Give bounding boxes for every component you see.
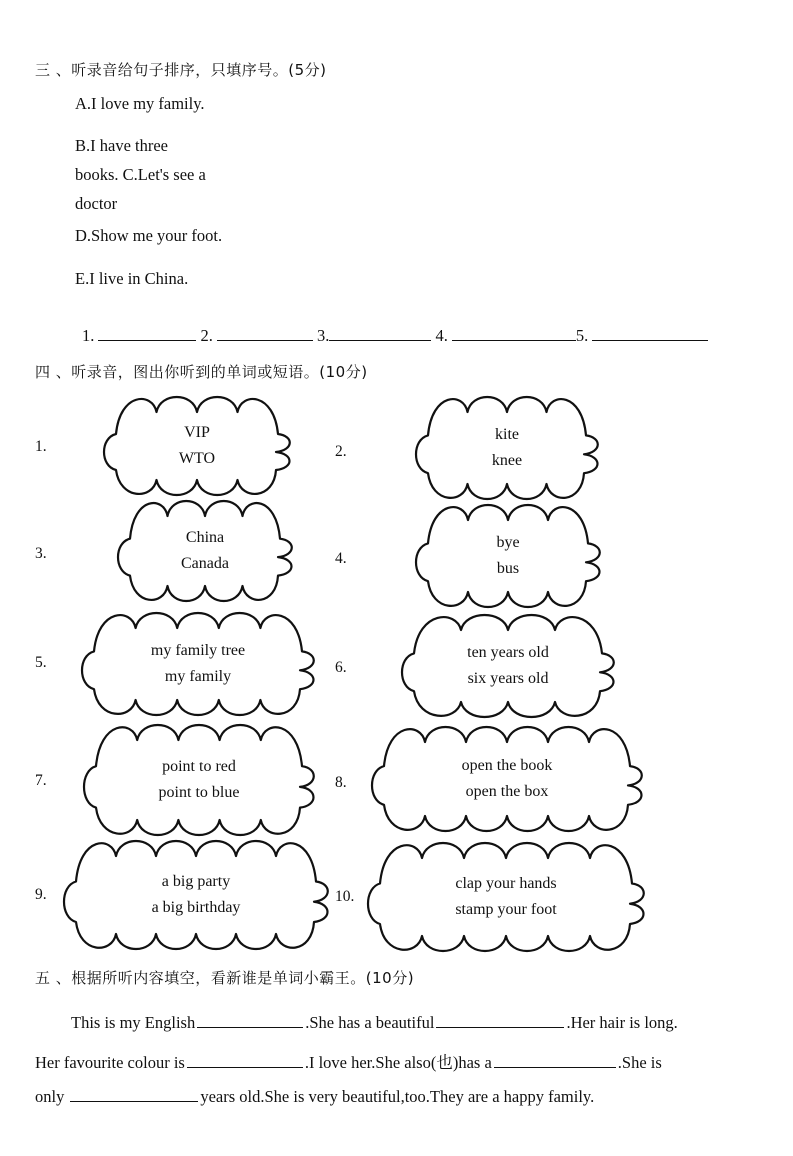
item-number-4: 4.	[335, 550, 347, 567]
passage-line-3	[35, 1087, 594, 1107]
item-number-7: 7.	[35, 772, 47, 789]
cloud-words-9	[72, 846, 320, 944]
answer-label-1: 1.	[82, 326, 95, 345]
option-5-a[interactable]: my family tree	[150, 642, 246, 659]
word-cloud-10	[376, 848, 636, 946]
item-number-8: 8.	[335, 774, 347, 791]
cloud-words-3	[126, 506, 284, 596]
passage-text-1a: This is my English	[71, 1013, 196, 1032]
word-cloud-8	[380, 732, 634, 826]
item-number-6: 6.	[335, 659, 347, 676]
word-cloud-1	[112, 402, 282, 490]
answer-label-4: 4.	[435, 326, 448, 345]
option-8-a[interactable]: open the book	[461, 757, 553, 774]
option-4-b[interactable]: bus	[496, 560, 520, 577]
answer-blank-2[interactable]	[217, 326, 313, 341]
cloud-words-8	[380, 732, 634, 826]
passage-text-1b: .She has a beautiful	[305, 1013, 435, 1032]
option-7-a[interactable]: point to red	[162, 758, 236, 775]
passage-blank-4[interactable]	[494, 1053, 616, 1068]
option-4-a[interactable]: bye	[496, 534, 520, 551]
passage-blank-3[interactable]	[187, 1053, 303, 1068]
sentence-a: A.I love my family.	[75, 94, 205, 113]
word-cloud-4	[424, 510, 592, 602]
item-number-2: 2.	[335, 443, 347, 460]
answer-row	[82, 326, 708, 346]
section-3-heading: 三 、听录音给句子排序，只填序号。(5分)	[35, 61, 327, 79]
option-10-b[interactable]: stamp your foot	[455, 901, 557, 918]
option-1-b[interactable]: WTO	[178, 450, 216, 467]
option-9-b[interactable]: a big birthday	[151, 899, 241, 916]
item-number-9: 9.	[35, 886, 47, 903]
word-cloud-9	[72, 846, 320, 944]
cloud-words-1	[112, 402, 282, 490]
option-2-b[interactable]: knee	[491, 452, 523, 469]
option-10-a[interactable]: clap your hands	[455, 875, 557, 892]
passage-text-3b: years old.She is very beautiful,too.They are a happy family.	[200, 1087, 595, 1106]
answer-label-5: 5.	[575, 326, 589, 345]
answer-label-2: 2.	[200, 326, 213, 345]
option-5-b[interactable]: my family	[164, 668, 232, 685]
option-7-b[interactable]: point to blue	[158, 784, 240, 801]
passage-line-1	[71, 1013, 678, 1033]
section-5-heading: 五 、根据所听内容填空，看新谁是单词小霸王。(10分)	[35, 969, 415, 987]
option-1-a[interactable]: VIP	[184, 424, 210, 441]
answer-label-3: 3.	[317, 326, 330, 345]
option-8-b[interactable]: open the box	[465, 783, 549, 800]
sentence-d: D.Show me your foot.	[75, 226, 223, 245]
word-cloud-5	[90, 618, 306, 710]
answer-blank-1[interactable]	[98, 326, 196, 341]
option-3-a[interactable]: China	[185, 529, 225, 546]
word-cloud-2	[424, 402, 590, 494]
cloud-words-6	[410, 620, 606, 712]
sentence-b-line1: B.I have three	[75, 136, 168, 155]
option-6-a[interactable]: ten years old	[467, 644, 549, 661]
passage-text-2b: .I love her.She also(也)has a	[304, 1053, 492, 1072]
sentence-b-line2: books. C.Let's see a	[75, 165, 206, 184]
answer-blank-5[interactable]	[592, 326, 708, 341]
word-cloud-7	[92, 730, 306, 830]
cloud-words-5	[90, 618, 306, 710]
section-4-heading: 四 、听录音，图出你听到的单词或短语。(10分)	[35, 363, 368, 381]
option-9-a[interactable]: a big party	[161, 873, 231, 890]
cloud-words-10	[376, 848, 636, 946]
option-2-a[interactable]: kite	[495, 426, 519, 443]
item-number-3: 3.	[35, 545, 47, 562]
item-number-10: 10.	[335, 888, 355, 905]
sentence-c-line: doctor	[75, 194, 118, 213]
passage-text-1c: .Her hair is long.	[566, 1013, 678, 1032]
answer-blank-4[interactable]	[452, 326, 576, 341]
cloud-words-2	[424, 402, 590, 494]
sentence-e: E.I live in China.	[75, 269, 189, 288]
word-cloud-6	[410, 620, 606, 712]
item-number-1: 1.	[35, 438, 47, 455]
item-number-5: 5.	[35, 654, 47, 671]
passage-blank-5[interactable]	[70, 1087, 198, 1102]
passage-text-2a: Her favourite colour is	[35, 1053, 185, 1072]
word-cloud-3	[126, 506, 284, 596]
cloud-words-7	[92, 730, 306, 830]
answer-blank-3[interactable]	[329, 326, 431, 341]
passage-text-2c: .She is	[617, 1053, 662, 1072]
passage-line-2	[35, 1049, 662, 1073]
passage-text-3a: only	[35, 1087, 65, 1106]
cloud-words-4	[424, 510, 592, 602]
passage-blank-2[interactable]	[436, 1013, 564, 1028]
option-6-b[interactable]: six years old	[467, 670, 549, 687]
passage-blank-1[interactable]	[197, 1013, 303, 1028]
option-3-b[interactable]: Canada	[181, 555, 229, 572]
